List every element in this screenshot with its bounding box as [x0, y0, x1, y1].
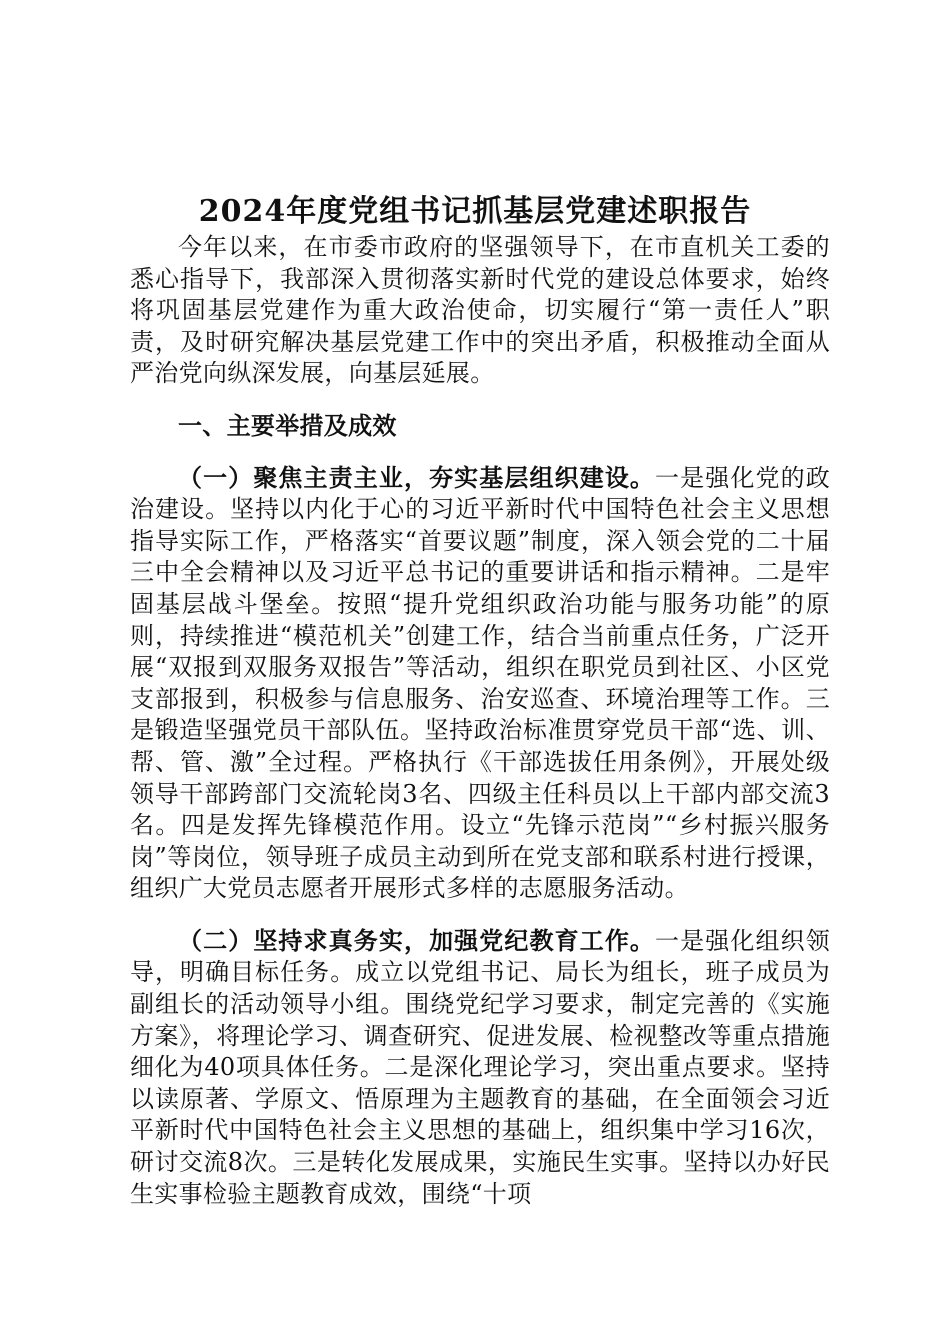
section-heading-main-measures: 一、主要举措及成效 [178, 410, 397, 440]
subsection-2-lead: （二）坚持求真务实，加强党纪教育工作。 [178, 925, 656, 955]
document-title: 2024年度党组书记抓基层党建述职报告 [198, 194, 752, 230]
subsection-1-paragraph [130, 462, 830, 905]
intro-paragraph: 今年以来，在市委市政府的坚强领导下，在市直机关工委的悉心指导下，我部深入贯彻落实新时代党的建设总体要求，始终将巩固基层党建作为重大政治使命，切实履行“第一责任人”职责，及时研究解决基层党建工作中的突出矛盾，积极推动全面从严治党向纵深发展，向基层延展。 [130, 233, 830, 388]
subsection-1-body: 一是强化党的政治建设。坚持以内化于心的习近平新时代中国特色社会主义思想指导实际工作，严格落实“首要议题”制度，深入领会党的二十届三中全会精神以及习近平总书记的重要讲话和指示精神。二是牢固基层战斗堡垒。按照“提升党组织政治功能与服务功能”的原则，持续推进“模范机关”创建工作，结合当前重点任务，广泛开展“双报到双服务双报告”等活动，组织在职党员到社区、小区党支部报到，积极参与信息服务、治安巡查、环境治理等工作。三是锻造坚强党员干部队伍。坚持政治标准贯穿党员干部“选、训、帮、管、激”全过程。严格执行《干部选拔任用条例》，开展处级领导干部跨部门交流轮岗3名、四级主任科员以上干部内部交流3名。四是发挥先锋模范作用。设立“先锋示范岗”“乡村振兴服务岗”等岗位，领导班子成员主动到所在党支部和联系村进行授课，组织广大党员志愿者开展形式多样的志愿服务活动。 [130, 463, 830, 903]
document-body [130, 232, 830, 1230]
subsection-2-body: 一是强化组织领导，明确目标任务。成立以党组书记、局长为组长，班子成员为副组长的活动领导小组。围绕党纪学习要求，制定完善的《实施方案》，将理论学习、调查研究、促进发展、检视整改等重点措施细化为40项具体任务。二是深化理论学习，突出重点要求。坚持以读原著、学原文、悟原理为主题教育的基础，在全面领会习近平新时代中国特色社会主义思想的基础上，组织集中学习16次，研讨交流8次。三是转化发展成果，实施民生实事。坚持以办好民生实事检验主题教育成效，围绕“十项 [130, 926, 830, 1208]
subsection-1-lead: （一）聚焦主责主业，夯实基层组织建设。 [178, 462, 656, 492]
subsection-2-paragraph [130, 925, 830, 1210]
